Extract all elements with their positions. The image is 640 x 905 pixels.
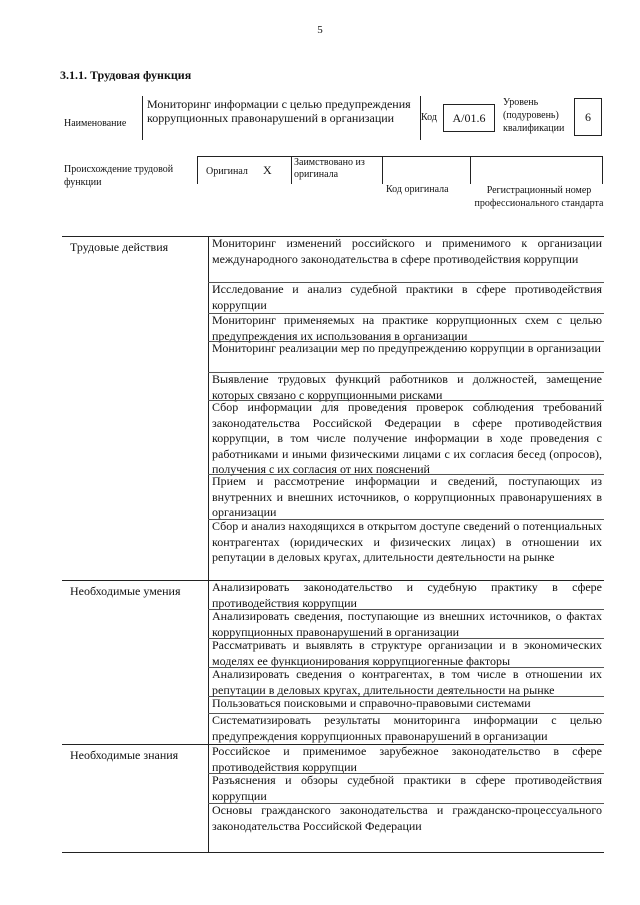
function-name: Мониторинг информации с целью предупреждения коррупционных правонарушений в организации — [147, 97, 411, 125]
list-item: Пользоваться поисковыми и справочно-правовыми системами — [212, 696, 531, 710]
level-value: 6 — [585, 110, 591, 124]
actions-label: Трудовые действия — [70, 240, 169, 254]
list-item: Прием и рассмотрение информации и сведений, поступающих из внутренних и внешних источников, о коррупционных правонарушениях в организации — [212, 474, 602, 519]
list-item: Сбор информации для проведения проверок соблюдения требований законодательства Российской Федерации в сфере противодействия коррупции, в том числе получение информации в ходе проведения с работниками и иными физическими лицами с их согласия бесед (опросов), получения с их согласия от них пояснений — [212, 400, 602, 476]
section-heading: 3.1.1. Трудовая функция — [60, 68, 192, 82]
knowledge-label: Необходимые знания — [70, 748, 179, 762]
list-item: Мониторинг применяемых на практике коррупционных схем с целью предупреждения их использования в организации — [212, 313, 602, 343]
name-label: Наименование — [64, 118, 127, 129]
code-label: Код — [421, 112, 437, 123]
origin-divider — [382, 156, 383, 184]
origin-box — [197, 156, 603, 184]
page-number: 5 — [317, 24, 323, 36]
list-item: Сбор и анализ находящихся в открытом доступе сведений о потенциальных контрагентах (юридических и физических лицах) в отношении их репутации в деловых кругах, длительности деятельности на рынке — [212, 519, 602, 564]
list-item: Анализировать сведения, поступающие из внешних источников, о фактах коррупционных правонарушений в организации — [212, 609, 602, 639]
origin-divider — [291, 156, 292, 184]
code-value: A/01.6 — [452, 111, 486, 125]
list-item: Основы гражданского законодательства и гражданско-процессуального законодательства Российской Федерации — [212, 803, 602, 833]
origin-label: Происхождение трудовой функции — [64, 164, 174, 188]
list-item: Выявление трудовых функций работников и должностей, замещение которых связано с коррупционными рисками — [212, 372, 602, 402]
code-original-label: Код оригинала — [386, 184, 449, 195]
list-item: Анализировать законодательство и судебную практику в сфере противодействия коррупции — [212, 580, 602, 610]
skills-label: Необходимые умения — [70, 584, 181, 598]
list-item: Мониторинг реализации мер по предупреждению коррупции в организации — [212, 341, 601, 355]
list-item: Исследование и анализ судебной практики в сфере противодействия коррупции — [212, 282, 602, 312]
list-item: Анализировать сведения о контрагентах, в том числе в отношении их репутации в деловых кругах, длительности деятельности на рынке — [212, 667, 602, 697]
reg-number-label: Регистрационный номер профессионального стандарта — [474, 185, 604, 209]
list-item: Разъяснения и обзоры судебной практики в сфере противодействия коррупции — [212, 773, 602, 803]
original-mark: X — [263, 163, 272, 177]
list-item: Систематизировать результаты мониторинга информации с целью предупреждения коррупционных правонарушений в организации — [212, 713, 602, 743]
original-label: Оригинал — [206, 166, 248, 177]
level-label: Уровень (подуровень) квалификации — [503, 97, 565, 134]
list-item: Мониторинг изменений российского и применимого к организации международного законодательства в сфере противодействия коррупции — [212, 236, 602, 266]
list-item: Рассматривать и выявлять в структуре организации и в экономических моделях ее функционирования коррупциогенные факторы — [212, 638, 602, 668]
list-item: Российское и применимое зарубежное законодательство в сфере противодействия коррупции — [212, 744, 602, 774]
table-column-divider — [208, 236, 209, 853]
borrowed-label: Заимствовано из оригинала — [294, 157, 365, 180]
origin-divider — [470, 156, 471, 184]
